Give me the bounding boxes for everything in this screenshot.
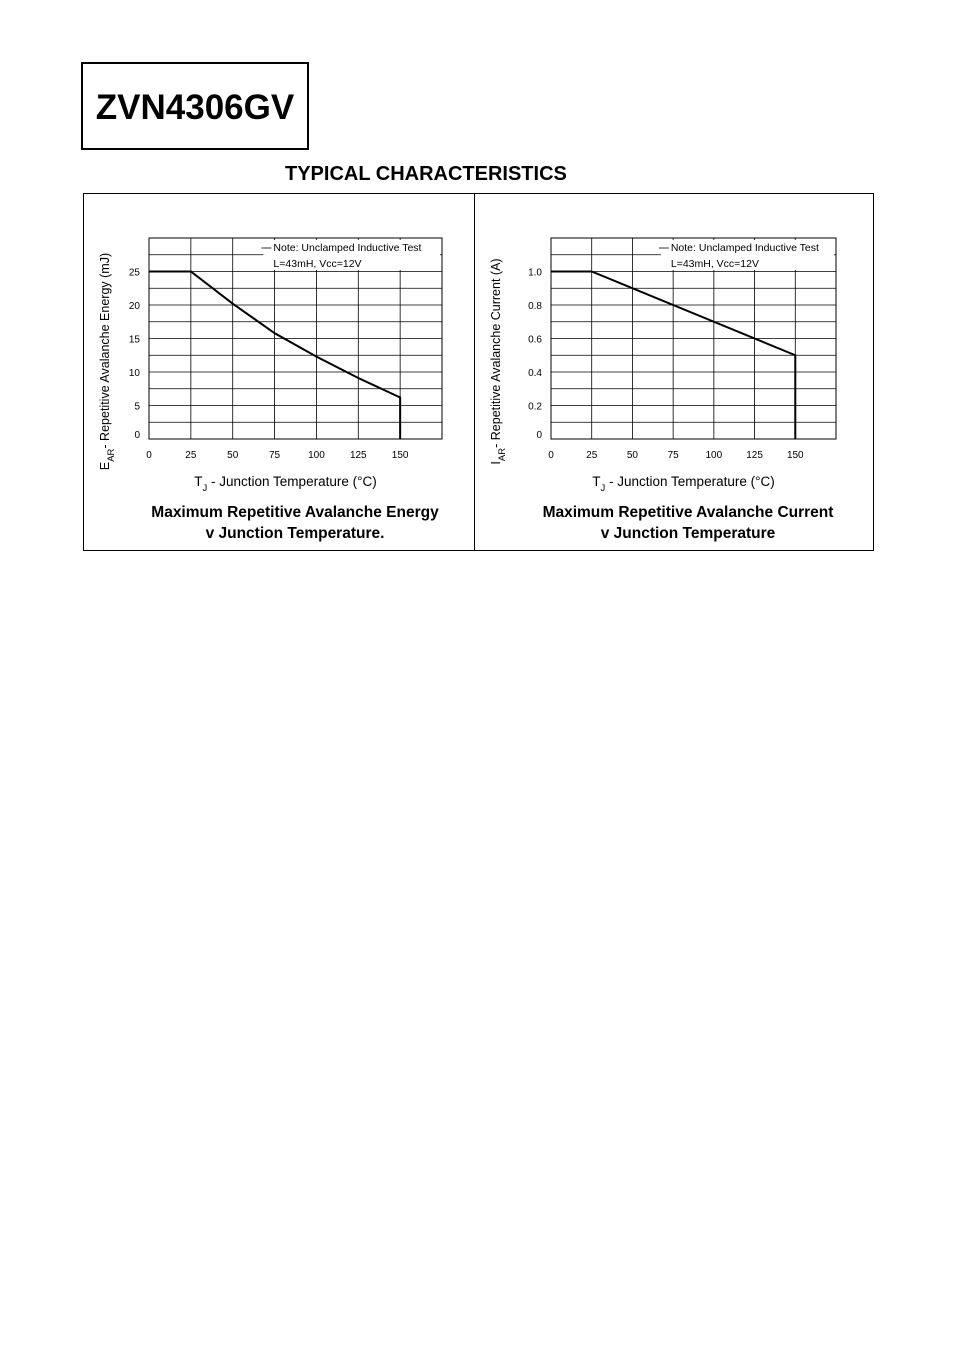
note-line: Note: Unclamped Inductive Test: [273, 242, 422, 254]
x-tick-label: 125: [746, 450, 763, 461]
chart-panel-current: [474, 193, 874, 551]
section-title: TYPICAL CHARACTERISTICS: [285, 163, 567, 185]
x-tick-label: 0: [548, 450, 554, 461]
y-tick-label: 0.4: [528, 368, 542, 379]
note-line: L=43mH, Vcc=12V: [670, 258, 759, 270]
note-line: L=43mH, Vcc=12V: [273, 258, 362, 270]
x-tick-label: 100: [308, 450, 325, 461]
chart-title-line: Maximum Repetitive Avalanche Current: [542, 504, 834, 521]
x-tick-label: 25: [185, 450, 197, 461]
chart-title-line: v Junction Temperature.: [205, 525, 385, 542]
y-tick-label: 5: [134, 401, 140, 413]
note-line: Note: Unclamped Inductive Test: [670, 242, 819, 254]
x-tick-label: 75: [667, 450, 679, 461]
y-tick-label: 20: [128, 301, 140, 312]
x-axis-label: $T_J$ - Junction Temperature (°C): [592, 474, 775, 494]
chart-energy: [84, 194, 474, 550]
y-axis-label: $I_{AR}-$ Repetitive Avalanche Current (A): [489, 258, 508, 465]
x-tick-label: 100: [705, 450, 723, 461]
y-tick-label: 10: [128, 368, 140, 379]
chart-panel-energy: [83, 193, 475, 551]
y-tick-label: 0: [134, 430, 140, 441]
x-tick-label: 150: [786, 450, 804, 461]
chart-title-line: v Junction Temperature: [600, 525, 776, 542]
y-tick-label: 0.8: [528, 301, 542, 312]
x-tick-label: 75: [269, 450, 281, 461]
y-axis-label: $E_{AR}-$ Repetitive Avalanche Energy (mJ): [98, 252, 117, 471]
x-tick-label: 50: [227, 450, 239, 461]
x-tick-label: 125: [349, 450, 367, 461]
x-tick-label: 0: [146, 450, 152, 461]
x-tick-label: 150: [391, 450, 409, 461]
part-number: ZVN4306GV: [95, 88, 295, 127]
chart-title-line: Maximum Repetitive Avalanche Energy: [151, 504, 439, 521]
y-tick-label: 25: [128, 267, 140, 279]
y-tick-label: 0.2: [528, 401, 542, 413]
x-tick-label: 25: [586, 450, 598, 461]
x-tick-label: 50: [626, 450, 638, 461]
chart-current: [475, 194, 873, 550]
part-number-box: [81, 62, 309, 150]
y-tick-label: 15: [128, 334, 140, 346]
x-axis-label: $T_J$ - Junction Temperature (°C): [194, 474, 377, 494]
y-tick-label: 1.0: [528, 267, 542, 279]
y-tick-label: 0: [536, 430, 542, 441]
y-tick-label: 0.6: [528, 334, 542, 346]
